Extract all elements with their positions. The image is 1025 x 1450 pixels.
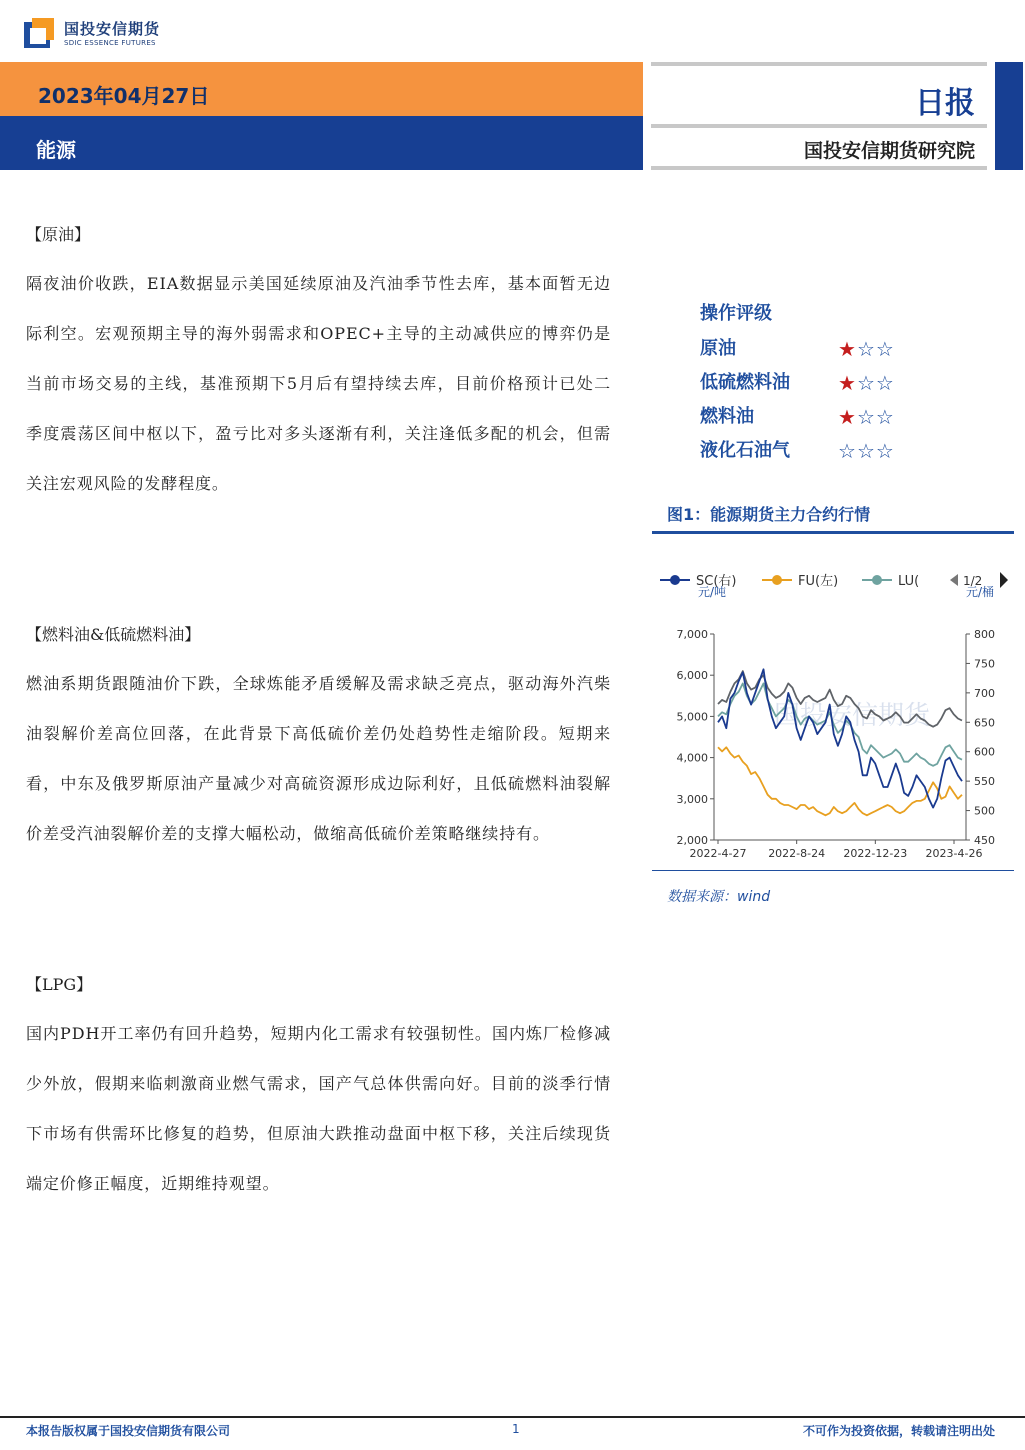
- left-axis-unit: 元/吨: [698, 585, 727, 599]
- rating-row: [700, 334, 960, 368]
- x-tick-label: 2022-8-24: [768, 847, 826, 860]
- star-icon: ☆: [838, 439, 857, 463]
- section-body-crude: 隔夜油价收跌，EIA数据显示美国延续原油及汽油季节性去库，基本面暂无边际利空。宏观预期主导的海外弱需求和OPEC+主导的主动减供应的博弈仍是当前市场交易的主线，基准预期下5月后有望持续去库，目前价格预计已处二季度震荡区间中枢以下，盈亏比对多头逐渐有利，关注逢低多配的机会，但需关注宏观风险的发酵程度。: [26, 274, 611, 493]
- legend-label-sc[interactable]: SC(右): [696, 574, 737, 589]
- legend-marker-fu: [772, 575, 782, 585]
- star-icon: ☆: [875, 371, 895, 395]
- header-divider: [651, 166, 987, 170]
- left-tick-label: 7,000: [676, 628, 708, 641]
- footer-rule: [0, 1416, 1025, 1418]
- section-title-crude: 【原油】: [26, 225, 91, 244]
- legend-page: 1/2: [963, 574, 983, 588]
- section-body-fuel-oil: 燃油系期货跟随油价下跌，全球炼能矛盾缓解及需求缺乏亮点，驱动海外汽柴油裂解价差高位回落，在此背景下高低硫价差仍处趋势性走缩阶段。短期来看，中东及俄罗斯原油产量减少对高硫资源形成边际利好，且低硫燃料油裂解价差受汽油裂解价差的支撑大幅松动，做缩高低硫价差策略继续持有。: [26, 674, 611, 843]
- report-sector: 能源: [36, 138, 76, 162]
- series-line-fu: [718, 747, 962, 815]
- footer-copyright: 本报告版权属于国投安信期货有限公司: [26, 1424, 231, 1438]
- section-title-fuel-oil: 【燃料油&低硫燃料油】: [26, 625, 201, 644]
- rating-stars: [838, 402, 895, 436]
- report-date: 2023年04月27日: [38, 84, 210, 108]
- right-tick-label: 500: [974, 804, 995, 818]
- rating-row: [700, 436, 960, 470]
- left-tick-label: 2,000: [676, 834, 708, 847]
- chart-watermark: 国投安信期货: [773, 701, 931, 731]
- legend-prev-icon[interactable]: [950, 574, 958, 586]
- right-tick-label: 650: [974, 716, 995, 730]
- x-tick-label: 2023-4-26: [925, 847, 983, 860]
- header-divider: [651, 62, 987, 66]
- company-logo: [24, 18, 160, 50]
- section-title-lpg: 【LPG】: [26, 975, 93, 994]
- header-accent-bar: [995, 62, 1023, 170]
- sector-band: [0, 116, 643, 170]
- chart-ticks: [677, 628, 996, 860]
- section-body-lpg: 国内PDH开工率仍有回升趋势，短期内化工需求有较强韧性。国内炼厂检修减少外放，假期来临刺激商业燃气需求，国产气总体供需向好。目前的淡季行情下市场有供需环比修复的趋势，但原油大跌推动盘面中枢下移，关注后续现货端定价修正幅度，近期维持观望。: [26, 1024, 611, 1193]
- star-icon: ☆: [856, 439, 876, 463]
- right-tick-label: 750: [974, 657, 995, 671]
- data-source: 数据来源：wind: [667, 889, 771, 905]
- logo-mark-icon: [24, 18, 58, 50]
- chart-series: [718, 669, 962, 815]
- star-icon: ☆: [856, 371, 876, 395]
- report-type: 日报: [915, 86, 975, 121]
- left-tick-label: 4,000: [676, 751, 708, 765]
- rating-name: 燃料油: [700, 406, 754, 427]
- rating-stars: [838, 436, 895, 470]
- x-tick-label: 2022-12-23: [843, 847, 908, 860]
- footer-disclaimer: 不可作为投资依据，转载请注明出处: [802, 1424, 995, 1438]
- chart-axes: [714, 634, 966, 840]
- figure-title-rule: [652, 531, 1014, 534]
- header-divider: [651, 124, 987, 128]
- star-icon: ★: [838, 371, 857, 395]
- legend-next-icon[interactable]: [1000, 572, 1008, 588]
- left-tick-label: 6,000: [676, 669, 708, 683]
- rating-row: [700, 368, 960, 402]
- institute-name: 国投安信期货研究院: [803, 140, 975, 162]
- legend-marker-sc: [670, 575, 680, 585]
- star-icon: ★: [838, 337, 857, 361]
- rating-panel: [700, 300, 960, 470]
- page-number: 1: [512, 1422, 520, 1436]
- legend-label-lu[interactable]: LU(: [898, 574, 920, 589]
- rating-heading: 操作评级: [700, 303, 772, 324]
- left-tick-label: 3,000: [676, 792, 708, 806]
- rating-stars: [838, 368, 895, 402]
- rating-stars: [838, 334, 895, 368]
- rating-name: 液化石油气: [700, 440, 790, 461]
- legend-marker-lu: [872, 575, 882, 585]
- logo-name-en: SDIC ESSENCE FUTURES: [64, 38, 156, 47]
- right-tick-label: 550: [974, 775, 995, 789]
- star-icon: ☆: [856, 405, 876, 429]
- star-icon: ☆: [856, 337, 876, 361]
- right-tick-label: 600: [974, 745, 995, 759]
- right-tick-label: 800: [974, 628, 995, 641]
- rating-name: 低硫燃料油: [700, 372, 790, 393]
- energy-futures-chart: [652, 560, 1014, 868]
- left-tick-label: 5,000: [676, 710, 708, 724]
- x-tick-label: 2022-4-27: [689, 847, 747, 860]
- figure-title: 图1：能源期货主力合约行情: [667, 505, 871, 524]
- star-icon: ☆: [875, 405, 895, 429]
- star-icon: ☆: [875, 337, 895, 361]
- legend-label-fu[interactable]: FU(左): [798, 574, 839, 589]
- rating-row: [700, 402, 960, 436]
- right-axis-unit: 元/桶: [966, 585, 995, 599]
- logo-name-cn: 国投安信期货: [64, 19, 161, 38]
- rating-name: 原油: [700, 338, 736, 359]
- right-tick-label: 700: [974, 686, 995, 700]
- star-icon: ☆: [875, 439, 895, 463]
- right-tick-label: 450: [974, 834, 995, 847]
- figure-bottom-rule: [652, 870, 1014, 871]
- star-icon: ★: [838, 405, 857, 429]
- series-line-sc: [718, 669, 962, 807]
